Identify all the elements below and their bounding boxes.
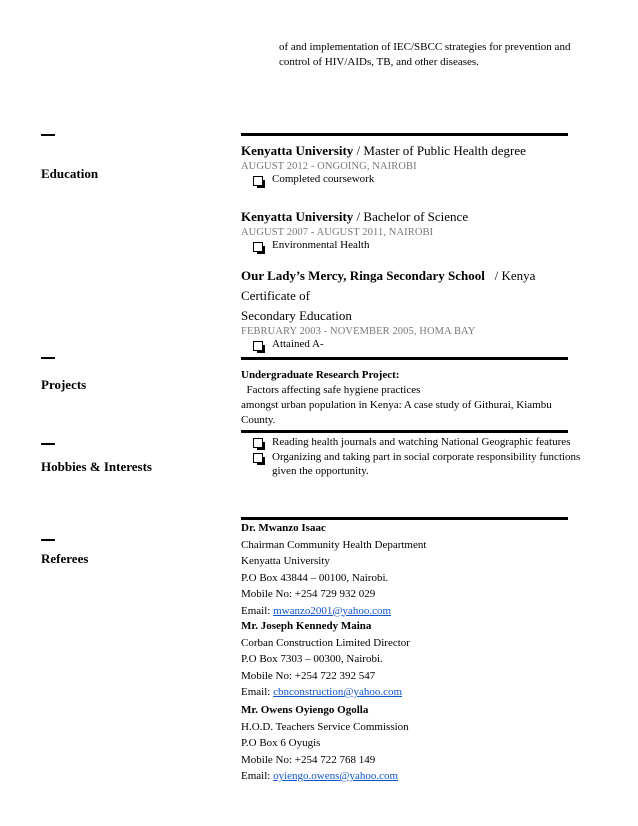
date-range: FEBRUARY 2003 - NOVEMBER 2005, HOMA BAY bbox=[241, 326, 476, 337]
list-item: Reading health journals and watching National Geographic features bbox=[253, 435, 583, 449]
checkbox-bullet-icon bbox=[253, 341, 263, 351]
referee-name: Mr. Joseph Kennedy Maina bbox=[241, 620, 372, 632]
education-entry-1: Kenyatta University / Master of Public Health degree AUGUST 2012 - ONGOING, NAIROBI Completed coursework bbox=[241, 141, 571, 186]
list-item: Completed coursework bbox=[253, 173, 571, 186]
checkbox-bullet-icon bbox=[253, 438, 263, 448]
school-name: Kenyatta University bbox=[241, 209, 354, 224]
section-rule-hobbies bbox=[241, 430, 568, 433]
section-dash-referees bbox=[41, 539, 55, 541]
referee-name: Mr. Owens Oyiengo Ogolla bbox=[241, 704, 369, 716]
checkbox-bullet-icon bbox=[253, 176, 263, 186]
checkbox-bullet-icon bbox=[253, 453, 263, 463]
section-title-hobbies: Hobbies & Interests bbox=[41, 459, 152, 474]
section-title-education: Education bbox=[41, 166, 99, 181]
date-range: AUGUST 2007 - AUGUST 2011, NAIROBI bbox=[241, 227, 434, 238]
checkbox-bullet-icon bbox=[253, 242, 263, 252]
referee-3: Mr. Owens Oyiengo Ogolla H.O.D. Teachers Service Commission P.O Box 6 Oyugis Mobile No: +254 722 768 149 Email: oyiengo.owens@yahoo.com bbox=[241, 704, 409, 782]
email-link[interactable]: mwanzo2001@yahoo.com bbox=[273, 604, 392, 617]
list-item: Environmental Health bbox=[253, 239, 571, 252]
education-entry-3: Our Lady’s Mercy, Ringa Secondary School / Kenya Certificate of Secondary Education FEBRUARY 2003 - NOVEMBER 2005, HOMA BAY Attained A- bbox=[241, 266, 576, 351]
email-link[interactable]: oyiengo.owens@yahoo.com bbox=[273, 770, 399, 782]
intro-line-2: control of HIV/AIDs, TB, and other diseases. bbox=[279, 56, 479, 68]
education-entry-2: Kenyatta University / Bachelor of Science AUGUST 2007 - AUGUST 2011, NAIROBI Environmental Health bbox=[241, 207, 571, 252]
referee-2: Mr. Joseph Kennedy Maina Corban Construction Limited Director P.O Box 7303 – 00300, Nairobi. Mobile No: +254 722 392 547 Email: cbnconstruction@yahoo.com bbox=[241, 620, 410, 698]
school-name: Our Lady’s Mercy, Ringa Secondary School bbox=[241, 268, 485, 283]
list-item: Attained A- bbox=[253, 338, 576, 351]
section-dash-projects bbox=[41, 357, 55, 359]
section-rule-education bbox=[241, 133, 568, 136]
list-item: Organizing and taking part in social corporate responsibility functions given the opportunity. bbox=[253, 450, 583, 478]
referee-1: Dr. Mwanzo Isaac Chairman Community Health Department Kenyatta University P.O Box 43844 – 00100, Nairobi. Mobile No: +254 729 932 029 Email: mwanzo2001@yahoo.com bbox=[241, 522, 427, 617]
degree: Bachelor of Science bbox=[363, 209, 469, 224]
section-title-referees: Referees bbox=[41, 551, 89, 566]
degree-continued: Secondary Education bbox=[241, 308, 352, 323]
intro-text bbox=[279, 40, 570, 70]
project-description: Undergraduate Research Project: Factors affecting safe hygiene practices amongst urban population in Kenya: A case study of Githurai, Kiambu County. bbox=[241, 369, 552, 426]
school-name: Kenyatta University bbox=[241, 143, 354, 158]
email-link[interactable]: cbnconstruction@yahoo.com bbox=[273, 686, 403, 698]
referee-name: Dr. Mwanzo Isaac bbox=[241, 522, 326, 534]
date-range: AUGUST 2012 - ONGOING, NAIROBI bbox=[241, 161, 417, 172]
section-rule-projects bbox=[241, 357, 568, 360]
degree: Kenya Certificate of bbox=[241, 268, 536, 303]
section-dash-hobbies bbox=[41, 443, 55, 445]
project-label: Undergraduate Research Project: bbox=[241, 369, 400, 381]
section-title-projects: Projects bbox=[41, 377, 87, 392]
intro-line-1: of and implementation of IEC/SBCC strategies for prevention and bbox=[279, 41, 571, 53]
section-dash-education bbox=[41, 134, 55, 136]
hobbies-list bbox=[253, 435, 583, 478]
degree: Master of Public Health degree bbox=[363, 143, 526, 158]
